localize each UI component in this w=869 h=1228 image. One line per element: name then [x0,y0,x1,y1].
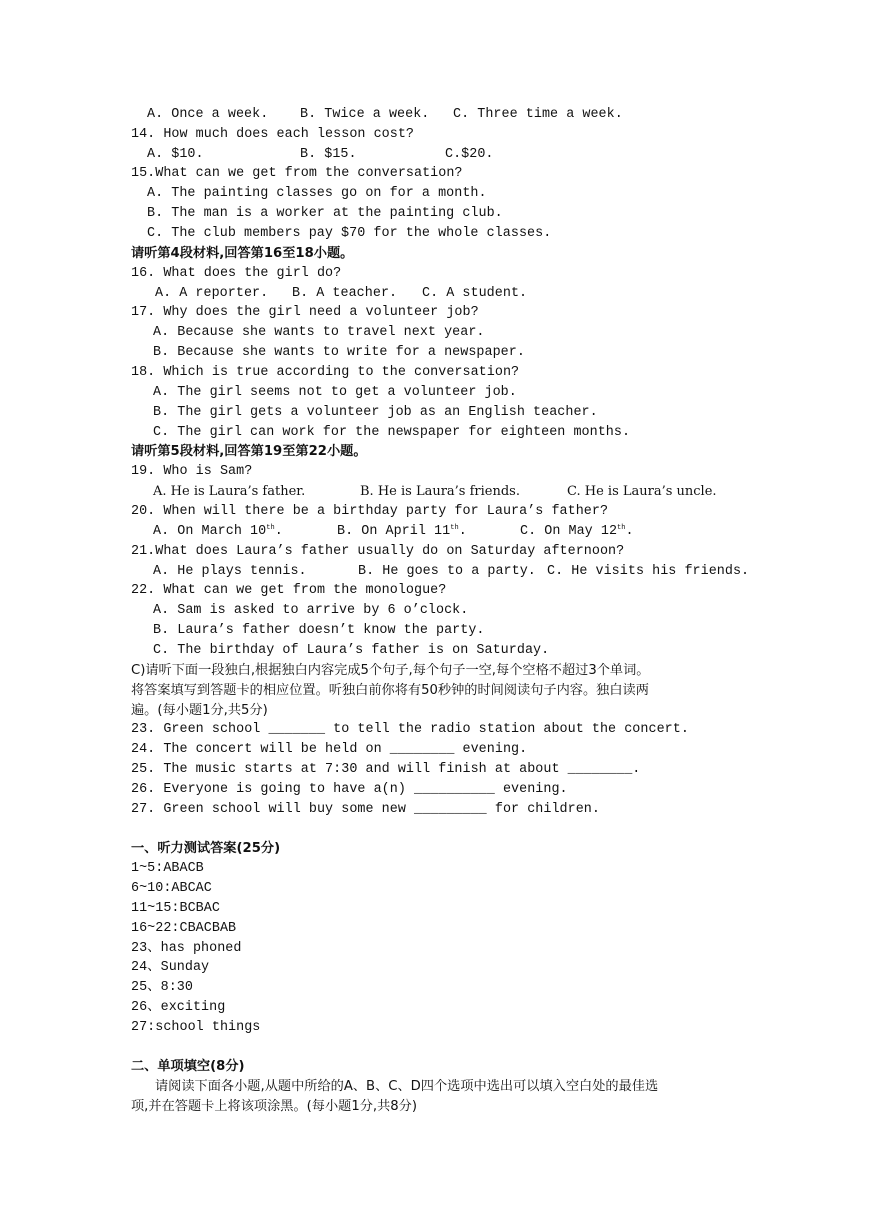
q13-option-a: A. Once a week. [147,107,269,122]
q18-question: 18. Which is true according to the conversation? [131,365,520,380]
fill-item-23: 23. Green school _______ to tell the radio station about the concert. [131,722,689,737]
q19-option-c: C. He is Laura’s uncle. [567,484,717,499]
q18-option-b: B. The girl gets a volunteer job as an English teacher. [153,405,598,420]
answer-line: 1~5:ABACB [131,861,204,876]
q14-option-c: C.$20. [445,147,494,162]
q22-option-b: B. Laura’s father doesn’t know the party. [153,623,485,638]
q21-option-a: A. He plays tennis. [153,564,307,579]
q17-option-a: A. Because she wants to travel next year. [153,325,485,340]
section-2-instructions-line2: 项,并在答题卡上将该项涂黑。(每小题1分,共8分) [131,1099,418,1114]
q21-question: 21.What does Laura’s father usually do on Saturday afternoon? [131,544,625,559]
fill-item-25: 25. The music starts at 7:30 and will finish at about ________. [131,762,641,777]
q21-option-c: C. He visits his friends. [547,564,750,579]
q13-option-c: C. Three time a week. [453,107,623,122]
q16-option-b: B. A teacher. [292,286,398,301]
answer-line: 24、Sunday [131,960,210,975]
part-c-instructions-line1: C)请听下面一段独白,根据独白内容完成5个句子,每个句子一空,每个空格不超过3个单词。 [131,663,650,678]
q16-question: 16. What does the girl do? [131,266,342,281]
q19-option-b: B. He is Laura’s friends. [360,484,520,499]
answer-line: 6~10:ABCAC [131,881,212,896]
part-c-instructions-line2: 将答案填写到答题卡的相应位置。听独白前你将有50秒钟的时间阅读句子内容。独白读两 [131,683,649,698]
q17-question: 17. Why does the girl need a volunteer job? [131,305,479,320]
q20-option-a: A. On March 10th. [153,524,283,539]
q15-option-a: A. The painting classes go on for a month. [147,186,487,201]
q15-question: 15.What can we get from the conversation? [131,166,463,181]
q14-question: 14. How much does each lesson cost? [131,127,414,142]
q22-option-c: C. The birthday of Laura’s father is on Saturday. [153,643,550,658]
section-5-heading: 请听第5段材料,回答第19至第22小题。 [131,444,367,459]
q17-option-b: B. Because she wants to write for a newspaper. [153,345,525,360]
section-2-heading: 二、单项填空(8分) [131,1059,245,1074]
section-2-instructions-line1: 请阅读下面各小题,从题中所给的A、B、C、D四个选项中选出可以填入空白处的最佳选 [155,1079,659,1094]
q14-option-a: A. $10. [147,147,204,162]
answer-line: 26、exciting [131,1000,226,1015]
answer-line: 16~22:CBACBAB [131,921,237,936]
q18-option-a: A. The girl seems not to get a volunteer job. [153,385,517,400]
answer-line: 11~15:BCBAC [131,901,220,916]
part-c-instructions-line3: 遍。(每小题1分,共5分) [131,703,268,718]
q22-question: 22. What can we get from the monologue? [131,583,447,598]
answer-line: 23、has phoned [131,941,242,956]
fill-item-26: 26. Everyone is going to have a(n) __________ evening. [131,782,568,797]
q13-option-b: B. Twice a week. [300,107,430,122]
q14-option-b: B. $15. [300,147,357,162]
fill-item-24: 24. The concert will be held on ________ evening. [131,742,528,757]
fill-item-27: 27. Green school will buy some new _________ for children. [131,802,600,817]
q20-option-c: C. On May 12th. [520,524,634,539]
q21-option-b: B. He goes to a party. [358,564,536,579]
q19-question: 19. Who is Sam? [131,464,253,479]
q15-option-c: C. The club members pay $70 for the whole classes. [147,226,552,241]
q20-question: 20. When will there be a birthday party for Laura’s father? [131,504,609,519]
answer-line: 27:school things [131,1020,261,1035]
answer-line: 25、8:30 [131,980,193,995]
q22-option-a: A. Sam is asked to arrive by 6 o’clock. [153,603,469,618]
q20-option-b: B. On April 11th. [337,524,467,539]
q16-option-c: C. A student. [422,286,528,301]
q15-option-b: B. The man is a worker at the painting club. [147,206,503,221]
answers-heading: 一、听力测试答案(25分) [131,841,281,856]
section-4-heading: 请听第4段材料,回答第16至18小题。 [131,246,354,261]
q18-option-c: C. The girl can work for the newspaper for eighteen months. [153,425,631,440]
q19-option-a: A. He is Laura’s father. [153,484,306,499]
q16-option-a: A. A reporter. [155,286,269,301]
